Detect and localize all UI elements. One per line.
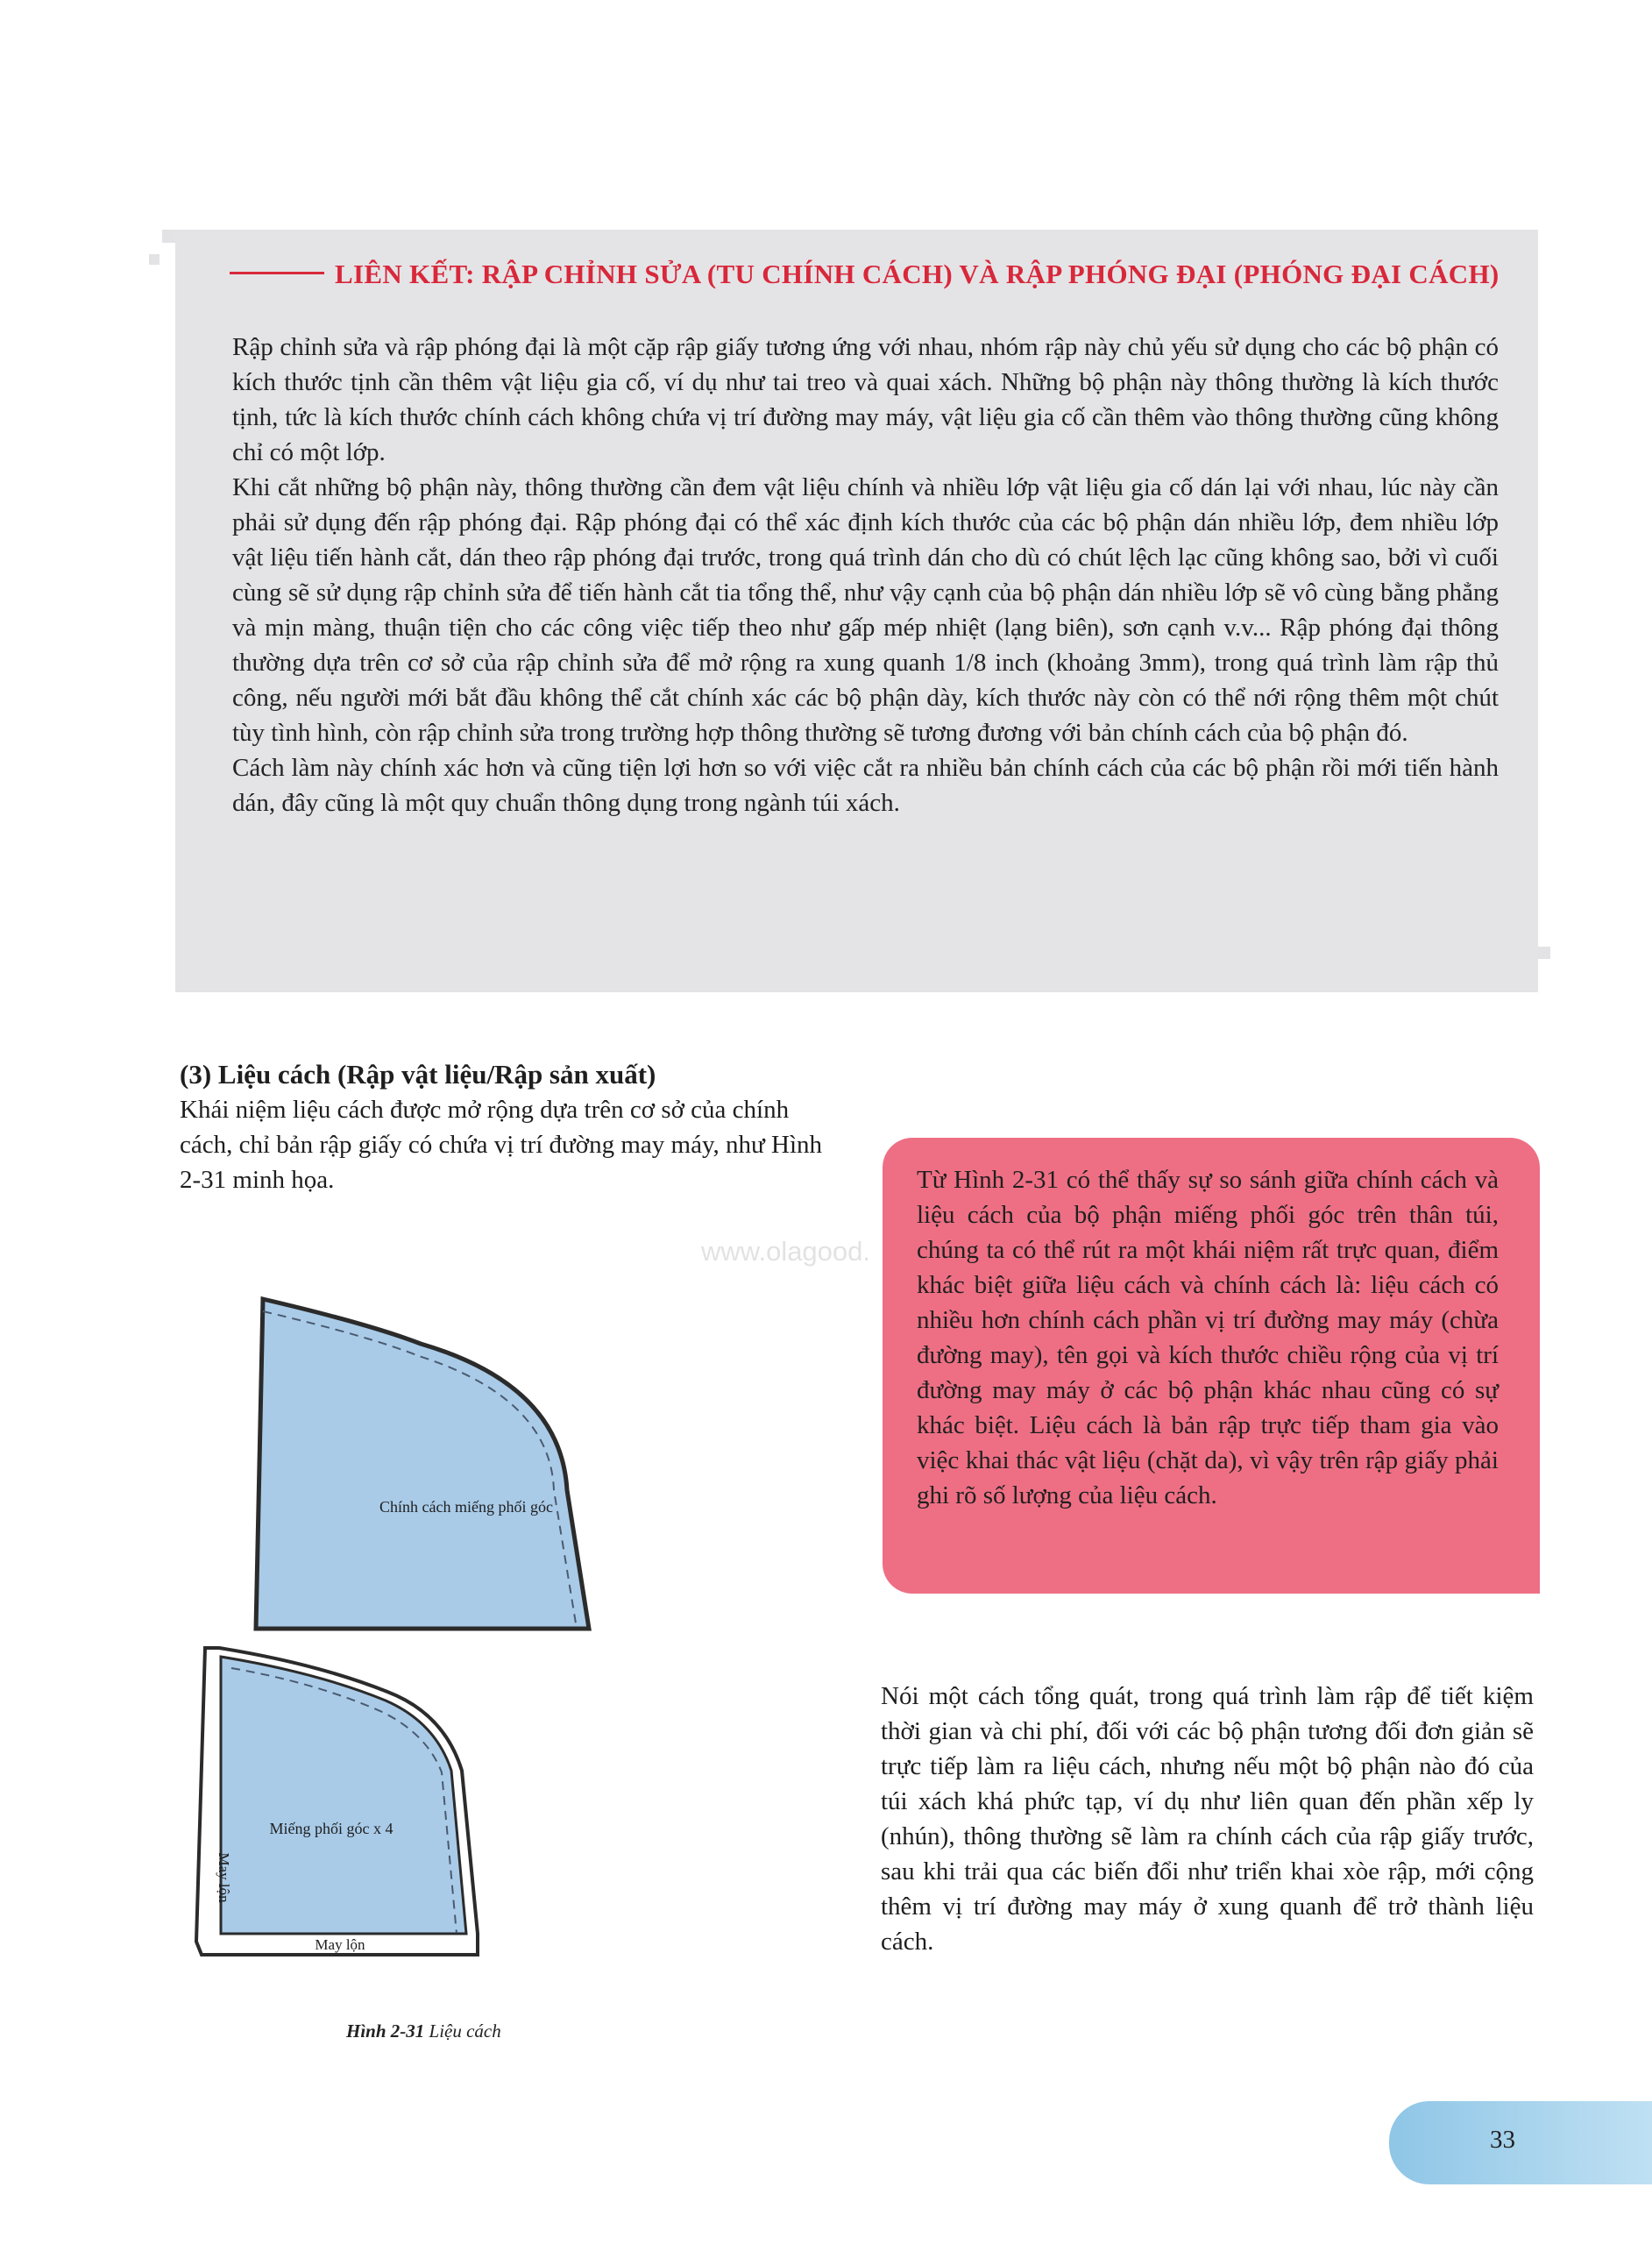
summary-paragraph: Nói một cách tổng quát, trong quá trình làm rập để tiết kiệm thời gian và chi phí, đối với các bộ phận tương đối đơn giản sẽ trực tiếp làm ra liệu cách, nhưng nếu một bộ phận nào đó của túi xách khá phức tạp, ví dụ như liên quan đến phần xếp ly (nhún), thông thường sẽ làm ra chính cách của rập giấy trước, sau khi trải qua các biến đổi như triển khai xòe rập, mới cộng thêm vị trí đường may máy ở xung quanh để trở thành liệu cách.	[881, 1682, 1534, 1956]
caption-number: Hình 2-31	[346, 2020, 425, 2042]
info-box-body	[232, 330, 1499, 820]
side-allowance-label: May lộn	[216, 1852, 232, 1903]
section-heading: (3) Liệu cách (Rập vật liệu/Rập sản xuất)	[180, 1059, 656, 1090]
top-piece-label: Chính cách miếng phối góc	[379, 1498, 553, 1516]
info-paragraph: Khi cắt những bộ phận này, thông thường cần đem vật liệu chính và nhiều lớp vật liệu gia cố dán lại với nhau, lúc này cần phải sử dụng đến rập phóng đại. Rập phóng đại có thể xác định kích thước của các bộ phận dán nhiều lớp, đem nhiều lớp vật liệu tiến hành cắt, dán theo rập phóng đại trước, trong quá trình dán cho dù có chút lệch lạc cũng không sao, bởi vì cuối cùng sẽ sử dụng rập chỉnh sửa để tiến hành cắt tia tổng thể, như vậy cạnh của bộ phận dán nhiều lớp sẽ vô cùng bằng phẳng và mịn màng, thuận tiện cho các công việc tiếp theo như gấp mép nhiệt (lạng biên), sơn cạnh v.v... Rập phóng đại thông thường dựa trên cơ sở của rập chỉnh sửa để mở rộng ra xung quanh 1/8 inch (khoảng 3mm), trong quá trình làm rập thủ công, nếu người mới bắt đầu không thể cắt chính xác các bộ phận dày, kích thước này còn có thể nới rộng thêm một chút tùy tình hình, còn rập chỉnh sửa trong trường hợp thông thường sẽ tương đương với bản chính cách của bộ phận đó.	[232, 473, 1499, 747]
decor-pixel	[149, 254, 160, 265]
pattern-figure	[158, 1227, 649, 2016]
info-paragraph: Cách làm này chính xác hơn và cũng tiện lợi hơn so với việc cắt ra nhiều bản chính cách của các bộ phận rồi mới tiến hành dán, đây cũng là một quy chuẩn thông dụng trong ngành túi xách.	[232, 754, 1499, 817]
material-pattern-body	[221, 1657, 466, 1934]
main-pattern-outline	[256, 1299, 589, 1629]
decor-pixel	[1538, 947, 1550, 959]
page-number-tab	[1389, 2101, 1652, 2184]
page-number: 33	[1490, 2126, 1515, 2154]
decor-pixel	[162, 230, 175, 243]
info-box-title	[230, 256, 1500, 293]
watermark: www.olagood.	[701, 1236, 871, 1267]
section-intro: Khái niệm liệu cách được mở rộng dựa trên cơ sở của chính cách, chỉ bản rập giấy có chứa vị trí đường may máy, như Hình 2-31 minh họa.	[180, 1096, 823, 1194]
note-text: Từ Hình 2-31 có thể thấy sự so sánh giữa chính cách và liệu cách của bộ phận miếng phối góc trên thân túi, chúng ta có thể rút ra một khái niệm rất trực quan, điểm khác biệt giữa liệu cách và chính cách là: liệu cách có nhiều hơn chính cách phần vị trí đường may máy (chừa đường may), tên gọi và kích thước chiều rộng của vị trí đường may máy ở các bộ phận khác nhau cũng có sự khác biệt. Liệu cách là bản rập trực tiếp tham gia vào việc khai thác vật liệu (chặt da), vì vậy trên rập giấy phải ghi rõ số lượng của liệu cách.	[917, 1166, 1499, 1509]
bottom-piece-label: Miếng phối góc x 4	[269, 1820, 394, 1837]
bottom-allowance-label: May lộn	[315, 1936, 365, 1953]
title-rule	[230, 272, 324, 274]
info-paragraph: Rập chỉnh sửa và rập phóng đại là một cặp rập giấy tương ứng với nhau, nhóm rập này chủ yếu sử dụng cho các bộ phận có kích thước tịnh cần thêm vật liệu gia cố, ví dụ như tai treo và quai xách. Những bộ phận này thông thường là kích thước tịnh, tức là kích thước chính cách không chứa vị trí đường may máy, vật liệu gia cố cần thêm vào thông thường cũng không chỉ có một lớp.	[232, 333, 1499, 466]
caption-text: Liệu cách	[429, 2020, 501, 2042]
info-box-title-text: LIÊN KẾT: RẬP CHỈNH SỬA (TU CHÍNH CÁCH) VÀ RẬP PHÓNG ĐẠI (PHÓNG ĐẠI CÁCH)	[335, 259, 1500, 289]
figure-caption	[346, 2020, 501, 2042]
